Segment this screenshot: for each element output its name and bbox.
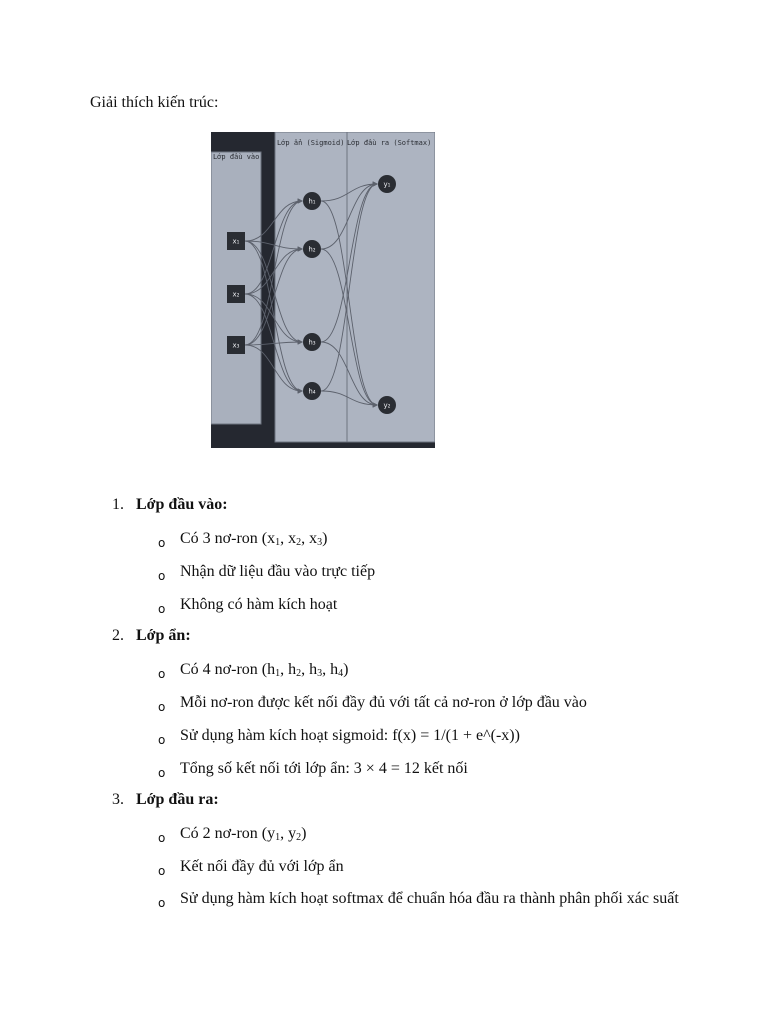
list-item-text: Có 4 nơ-ron ($h_1$, $h_2$, $h_3$, $h_4$) — [180, 661, 349, 679]
label-input-layer: Lớp đầu vào — [213, 153, 260, 161]
input-node-label-x1: x₁ — [232, 237, 240, 246]
bullet-marker: o — [158, 602, 166, 616]
divider-band — [261, 132, 275, 448]
output-node-label-1: y₁ — [383, 180, 391, 189]
bullet-marker: o — [158, 700, 166, 714]
hidden-node-label-4: h₄ — [308, 387, 316, 396]
list-item-text: Có 3 nơ-ron ($x_1$, $x_2$, $x_3$) — [180, 530, 328, 548]
list-item-text: Có 2 nơ-ron ($y_1$, $y_2$) — [180, 825, 307, 843]
section-number: 1. — [112, 496, 124, 513]
hidden-output-panel — [275, 132, 435, 442]
neural-network-diagram — [211, 132, 435, 448]
input-node-label-x3: x₃ — [232, 341, 240, 350]
hidden-node-label-1: h₁ — [308, 197, 316, 206]
bullet-marker: o — [158, 766, 166, 780]
section-number: 3. — [112, 791, 124, 808]
section-heading-2 — [112, 627, 191, 645]
input-node-label-x2: x₂ — [232, 290, 240, 299]
bullet-marker: o — [158, 864, 166, 878]
list-item-text: Nhận dữ liệu đầu vào trực tiếp — [180, 563, 376, 580]
label-hidden-layer: Lớp ẩn (Sigmoid) — [277, 139, 345, 147]
bullet-marker: o — [158, 569, 166, 583]
list-item-text: Kết nối đầy đủ với lớp ẩn — [180, 858, 344, 875]
bullet-marker: o — [158, 733, 166, 747]
section-heading-3 — [112, 791, 219, 809]
bullet-marker: o — [158, 536, 166, 550]
list-item-text: Tổng số kết nối tới lớp ẩn: 3 × 4 = 12 kết nối — [180, 760, 468, 777]
network-svg — [211, 132, 435, 448]
hidden-node-label-2: h₂ — [308, 245, 316, 254]
hidden-node-label-3: h₃ — [308, 338, 316, 347]
section-title: Lớp đầu ra: — [136, 791, 219, 808]
bullet-marker: o — [158, 896, 166, 910]
list-item-text: Sử dụng hàm kích hoạt sigmoid: f(x) = 1/(1 + e^(-x)) — [180, 727, 520, 744]
section-heading-1 — [112, 496, 228, 514]
intro-heading: Giải thích kiến trúc: — [90, 94, 219, 111]
list-item-text: Sử dụng hàm kích hoạt softmax để chuẩn hóa đầu ra thành phân phối xác suất — [180, 890, 679, 907]
label-output-layer: Lớp đầu ra (Softmax) — [347, 139, 432, 147]
section-title: Lớp đầu vào: — [136, 496, 228, 513]
bullet-marker: o — [158, 831, 166, 845]
output-node-label-2: y₂ — [383, 401, 391, 410]
bullet-marker: o — [158, 667, 166, 681]
list-item-text: Mỗi nơ-ron được kết nối đầy đủ với tất cả nơ-ron ở lớp đầu vào — [180, 694, 587, 711]
section-title: Lớp ẩn: — [136, 627, 191, 644]
list-item-text: Không có hàm kích hoạt — [180, 596, 338, 613]
section-number: 2. — [112, 627, 124, 644]
